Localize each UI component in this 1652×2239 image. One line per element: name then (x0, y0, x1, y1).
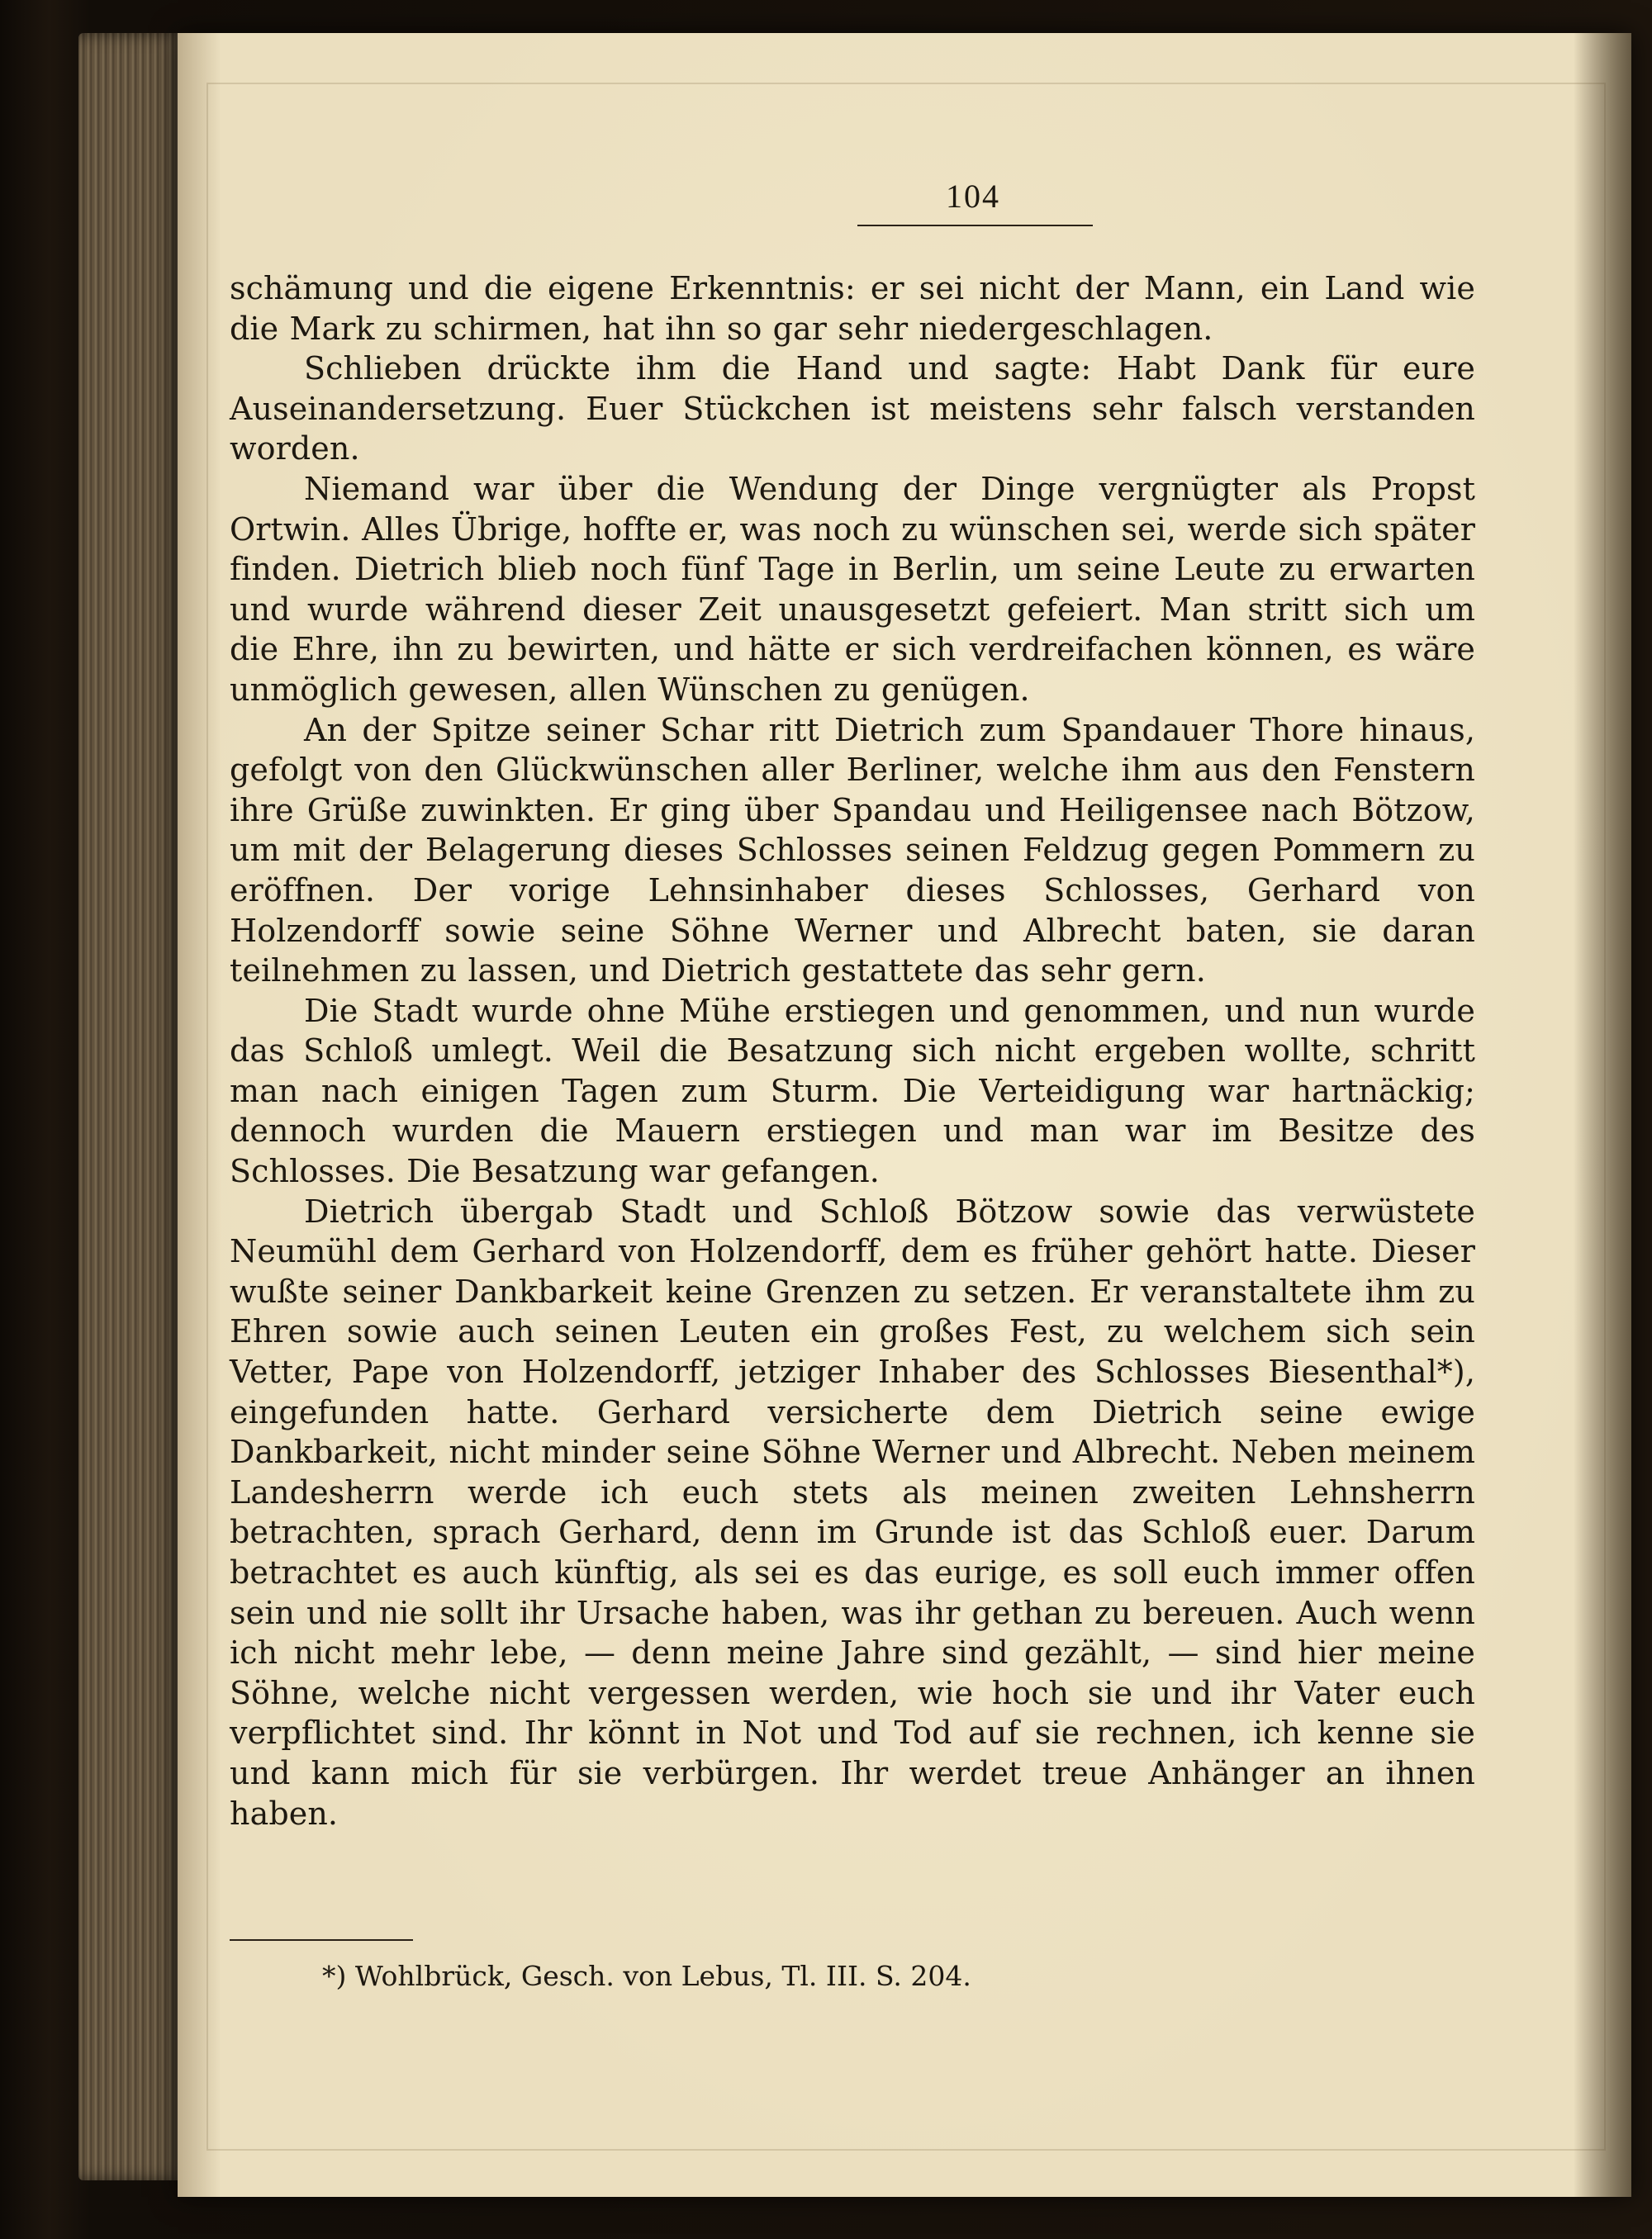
paragraph-4: An der Spitze seiner Schar ritt Dietrich zum Spandauer Thore hinaus, gefolgt von den Glückwünschen aller Berliner, welche ihm aus den Fenstern ihre Grüße zuwinkten. Er ging über Spandau und Heiligensee nach Bötzow, um mit der Belagerung dieses Schlosses seinen Feldzug gegen Pommern zu eröffnen. Der vorige Lehnsinhaber dieses Schlosses, Gerhard von Holzendorff sowie seine Söhne Werner und Albrecht baten, sie daran teilnehmen zu lassen, und Dietrich gestattete das sehr gern. (230, 711, 1475, 989)
page-number: 104 (946, 178, 1000, 215)
paragraph-3: Niemand war über die Wendung der Dinge vergnügter als Propst Ortwin. Alles Übrige, hoffte er, was noch zu wünschen sei, werde sich später finden. Dietrich blieb noch fünf Tage in Berlin, um seine Leute zu erwarten und wurde während dieser Zeit unausgesetzt gefeiert. Man stritt sich um die Ehre, ihn zu bewirten, und hätte er sich verdreifachen können, es wäre unmöglich gewesen, allen Wünschen zu genügen. (230, 470, 1475, 708)
header-rule (857, 225, 1093, 226)
body-text (230, 268, 1475, 1833)
gutter-shadow (1574, 33, 1631, 2197)
footnote: *) Wohlbrück, Gesch. von Lebus, Tl. III. S. 204. (322, 1960, 971, 1992)
paragraph-1: schämung und die eigene Erkenntnis: er sei nicht der Mann, ein Land wie die Mark zu schirmen, hat ihn so gar sehr niedergeschlagen. (230, 270, 1475, 347)
footnote-rule (230, 1939, 413, 1941)
paragraph-2: Schlieben drückte ihm die Hand und sagte: Habt Dank für eure Auseinandersetzung. Euer Stückchen ist meistens sehr falsch verstanden worden. (230, 350, 1475, 467)
paragraph-5: Die Stadt wurde ohne Mühe erstiegen und genommen, und nun wurde das Schloß umlegt. Weil die Besatzung sich nicht ergeben wollte, schritt man nach einigen Tagen zum Sturm. Die Verteidigung war hartnäckig; dennoch wurden die Mauern erstiegen und man war im Besitze des Schlosses. Die Besatzung war gefangen. (230, 992, 1475, 1190)
book-page-edges (78, 33, 186, 2180)
paragraph-6: Dietrich übergab Stadt und Schloß Bötzow sowie das verwüstete Neumühl dem Gerhard von Holzendorff, dem es früher gehört hatte. Dieser wußte seiner Dankbarkeit keine Grenzen zu setzen. Er veranstaltete ihm zu Ehren sowie auch seinen Leuten ein großes Fest, zu welchem sich sein Vetter, Pape von Holzendorff, jetziger Inhaber des Schlosses Biesenthal*), eingefunden hatte. Gerhard versicherte dem Dietrich seine ewige Dankbarkeit, nicht minder seine Söhne Werner und Albrecht. Neben meinem Landesherrn werde ich euch stets als meinen zweiten Lehnsherrn betrachten, sprach Gerhard, denn im Grunde ist das Schloß euer. Darum betrachtet es auch künftig, als sei es das eurige, es soll euch immer offen sein und nie sollt ihr Ursache haben, was ihr gethan zu bereuen. Auch wenn ich nicht mehr lebe, — denn meine Jahre sind gezählt, — sind hier meine Söhne, welche nicht vergessen werden, wie hoch sie und ihr Vater euch verpflichtet sind. Ihr könnt in Not und Tod auf sie rechnen, ich kenne sie und kann mich für sie verbürgen. Ihr werdet treue Anhänger an ihnen haben. (230, 1193, 1475, 1832)
